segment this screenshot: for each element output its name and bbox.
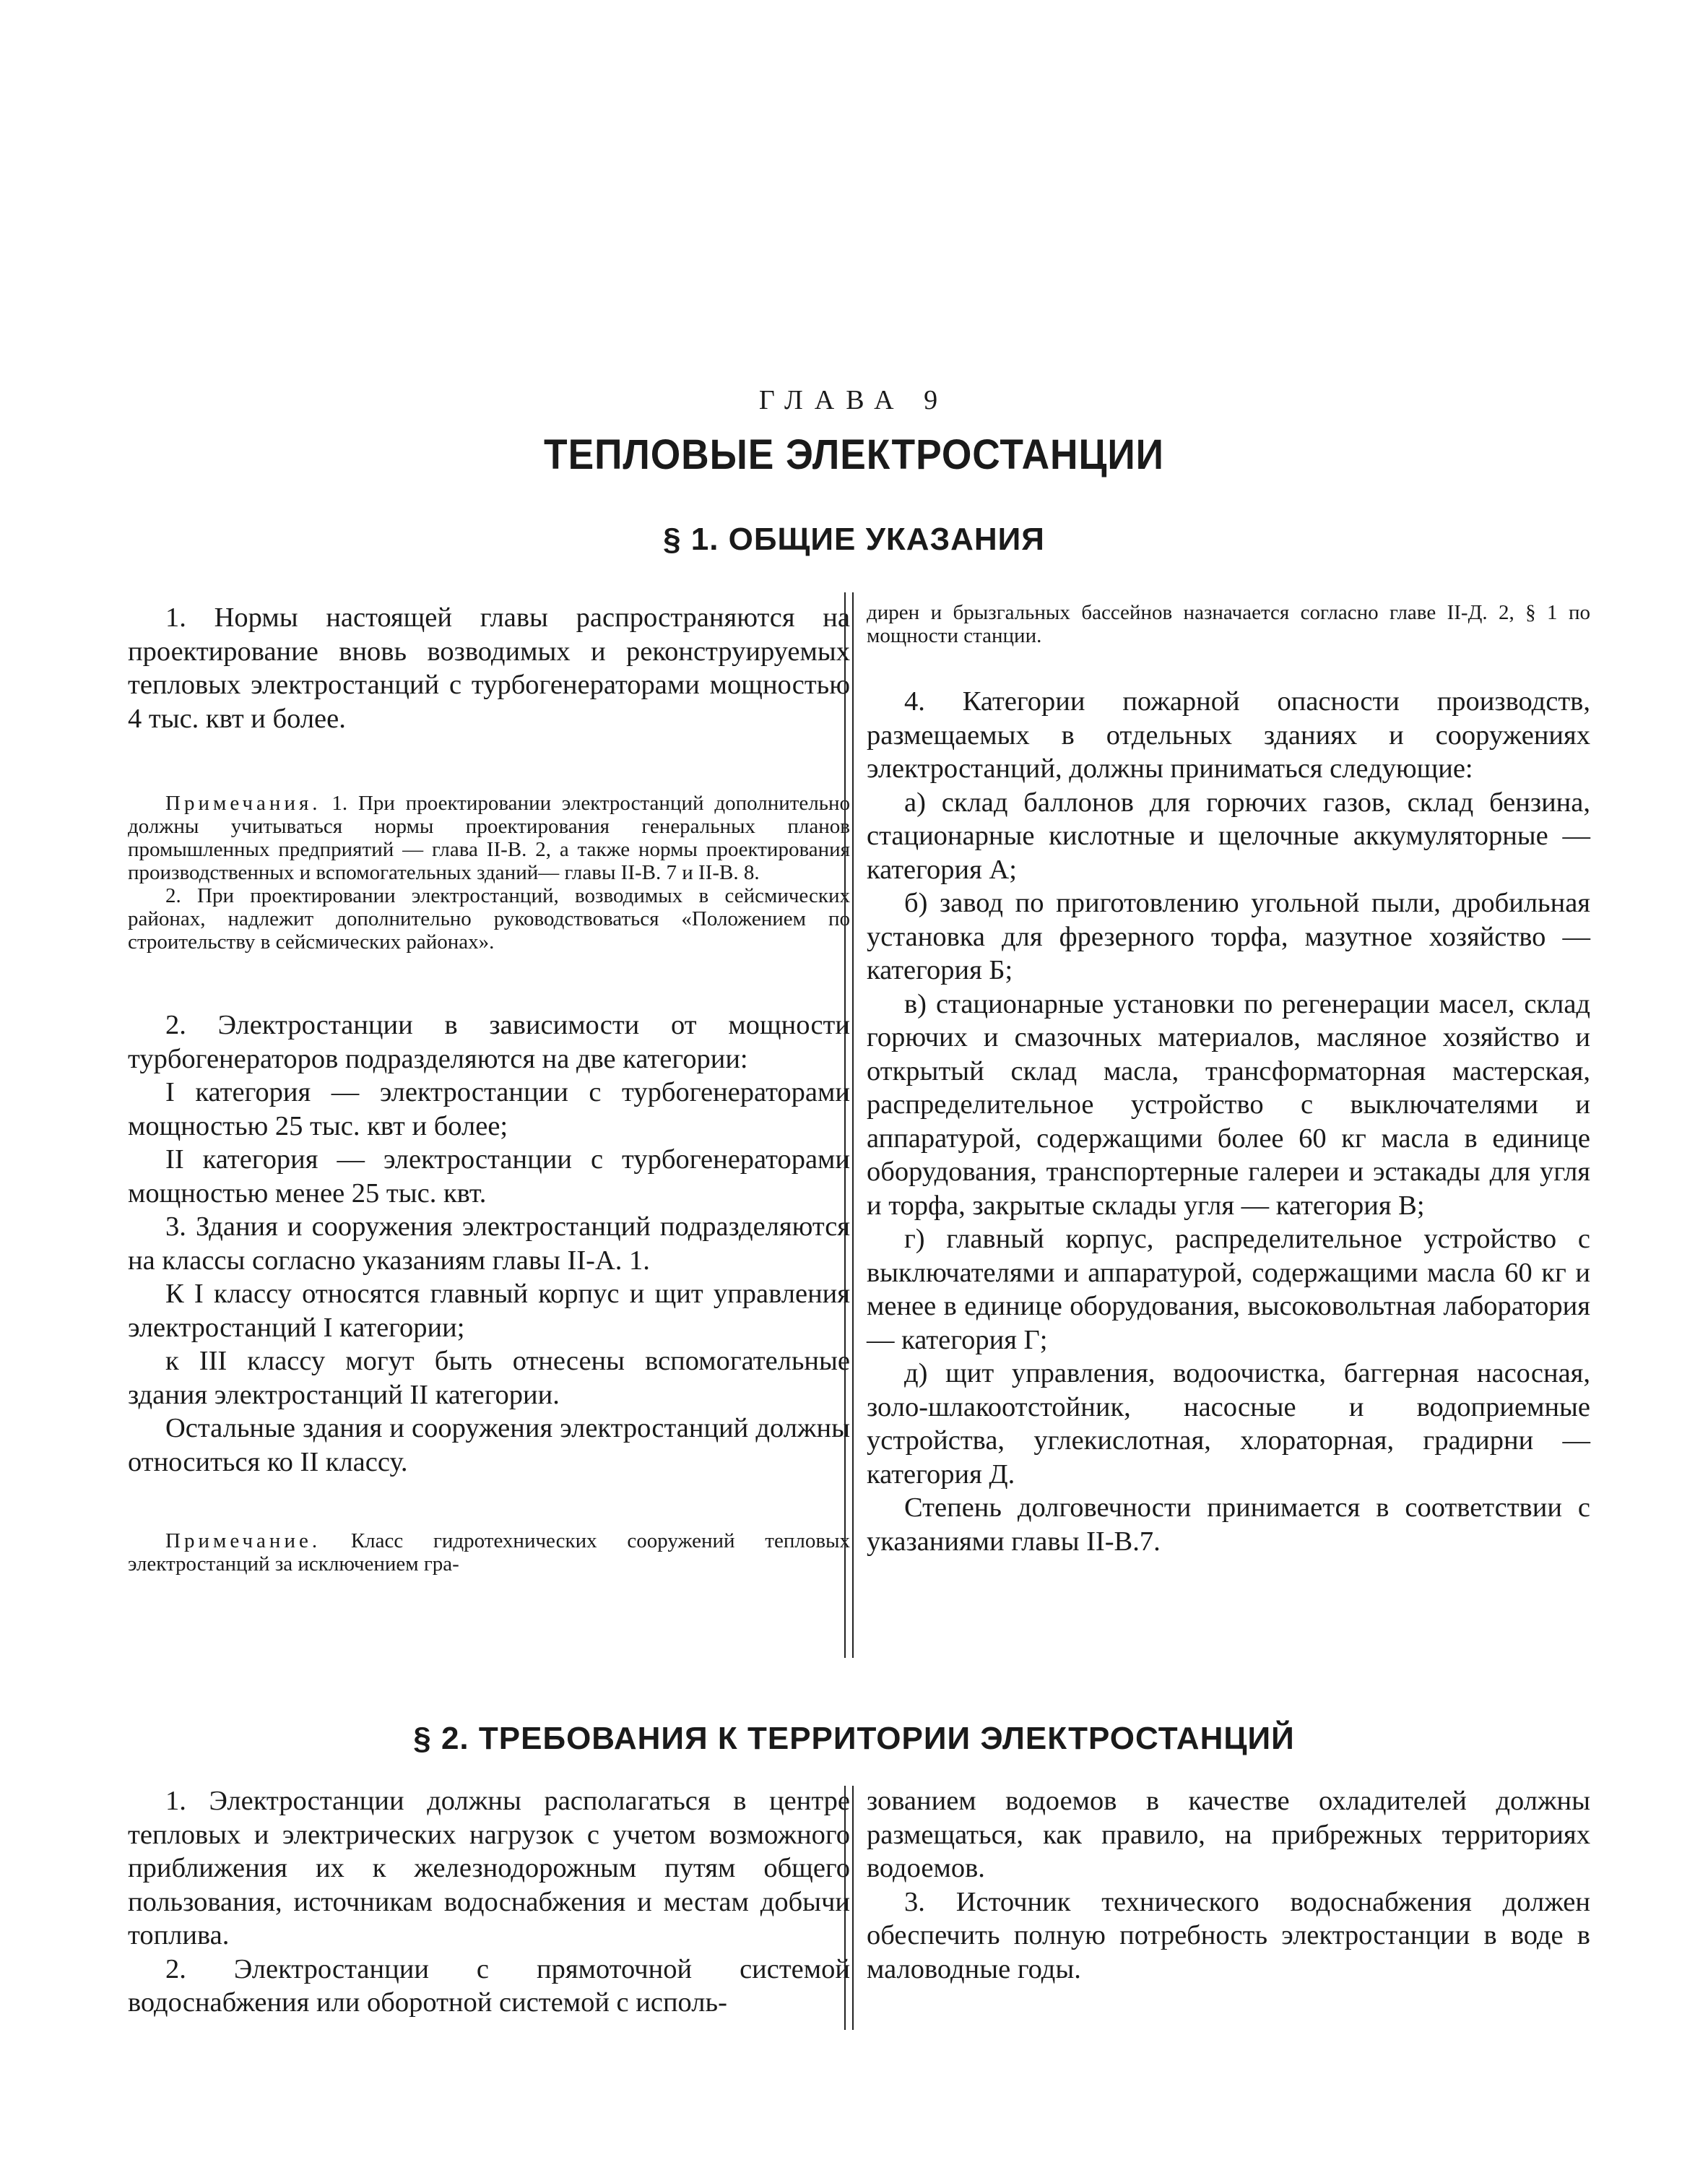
- note-3: [128, 1529, 850, 1576]
- paragraph-3a: К I классу относятся главный корпус и щит управления электростанций I категории;: [128, 1279, 850, 1343]
- note-3-continuation: дирен и брызгальных бассейнов назначается согласно главе II-Д. 2, § 1 по мощности станции.: [867, 601, 1590, 647]
- section-1-right-column: [867, 601, 1590, 1558]
- paragraph-2a: I категория — электростанции с турбогенераторами мощностью 25 тыс. квт и более;: [128, 1077, 850, 1141]
- note-1-text: 1. При проектировании электростанций дополнительно должны учитываться нормы проектирования генеральных планов промышленных предприятий — глава II-В. 2, а также нормы проектирования производственных и вспомогательных зданий— главы II-В. 7 и II-В. 8.: [128, 792, 850, 884]
- note-3-heading: Примечание.: [165, 1529, 321, 1552]
- paragraph-4e: д) щит управления, водоочистка, баггерная насосная, золо-шлакоотстойник, насосные и водоприемные устройства, углекислотная, хлораторная, градирни — категория Д.: [867, 1358, 1590, 1490]
- note-1: [128, 792, 850, 884]
- section-1-left-column: [128, 601, 850, 1576]
- section-2-paragraph-2-continuation: зованием водоемов в качестве охладителей должны размещаться, как правило, на прибрежных территориях водоемов.: [867, 1786, 1590, 1883]
- section-1-title: § 1. ОБЩИЕ УКАЗАНИЯ: [663, 522, 1045, 557]
- chapter-title: ТЕПЛОВЫЕ ЭЛЕКТРОСТАНЦИИ: [544, 431, 1164, 478]
- paragraph-4b: б) завод по приготовлению угольной пыли, дробильная установка для фрезерного торфа, мазутное хозяйство — категория Б;: [867, 888, 1590, 985]
- paragraph-3c: Остальные здания и сооружения электростанций должны относиться ко II классу.: [128, 1413, 850, 1477]
- note-2: 2. При проектировании электростанций, возводимых в сейсмических районах, надлежит дополнительно руководствоваться «Положением по строительству в сейсмических районах».: [128, 884, 850, 954]
- paragraph-3: 3. Здания и сооружения электростанций подразделяются на классы согласно указаниям главы II-А. 1.: [128, 1211, 850, 1276]
- paragraph-3b: к III классу могут быть отнесены вспомогательные здания электростанций II категории.: [128, 1346, 850, 1410]
- section-2-paragraph-2: 2. Электростанции с прямоточной системой водоснабжения или оборотной системой с исполь-: [128, 1953, 850, 2018]
- section-2-paragraph-1: 1. Электростанции должны располагаться в центре тепловых и электрических нагрузок с учетом возможного приближения их к железнодорожным путям общего пользования, источникам водоснабжения и местам добычи топлива.: [128, 1786, 850, 1950]
- section-2-right-column: [867, 1784, 1590, 1986]
- chapter-label: ГЛАВА 9: [758, 385, 950, 415]
- paragraph-4c: в) стационарные установки по регенерации масел, склад горючих и смазочных материалов, масляное хозяйство и открытый склад масла, трансформаторная мастерская, распределительное устройство с выключателями и аппаратурой, содержащими более 60 кг масла в единице оборудования, транспортерные галереи и эстакады для угля и торфа, закрытые склады угля — категория В;: [867, 988, 1590, 1221]
- section-2-left-column: [128, 1784, 850, 2020]
- section-2-title: § 2. ТРЕБОВАНИЯ К ТЕРРИТОРИИ ЭЛЕКТРОСТАНЦИЙ: [413, 1721, 1295, 1756]
- note-1-heading: Примечания.: [165, 792, 321, 815]
- paragraph-4f: Степень долговечности принимается в соответствии с указаниями главы II-В.7.: [867, 1492, 1590, 1557]
- paragraph-1: 1. Нормы настоящей главы распространяются на проектирование вновь возводимых и реконструируемых тепловых электростанций с турбогенераторами мощностью 4 тыс. квт и более.: [128, 602, 850, 734]
- paragraph-4: 4. Категории пожарной опасности производств, размещаемых в отдельных зданиях и сооружениях электростанций, должны приниматься следующие:: [867, 686, 1590, 784]
- column-divider: [844, 1786, 854, 2030]
- paragraph-4a: а) склад баллонов для горючих газов, склад бензина, стационарные кислотные и щелочные аккумуляторные — категория А;: [867, 787, 1590, 885]
- paragraph-2: 2. Электростанции в зависимости от мощности турбогенераторов подразделяются на две категории:: [128, 1010, 850, 1074]
- paragraph-4d: г) главный корпус, распределительное устройство с выключателями и аппаратурой, содержащими масла 60 кг и менее в единице оборудования, высоковольтная лаборатория — категория Г;: [867, 1224, 1590, 1355]
- note-3-text: Класс гидротехнических сооружений тепловых электростанций за исключением гра-: [128, 1529, 850, 1576]
- column-divider: [844, 592, 854, 1658]
- paragraph-2b: II категория — электростанции с турбогенераторами мощностью менее 25 тыс. квт.: [128, 1144, 850, 1209]
- section-2-paragraph-3: 3. Источник технического водоснабжения должен обеспечить полную потребность электростанции в воде в маловодные годы.: [867, 1886, 1590, 1984]
